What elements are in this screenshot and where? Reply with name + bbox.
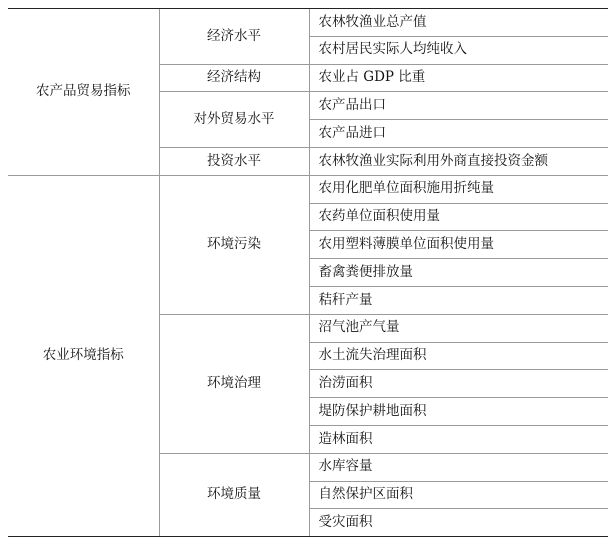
indicator-item: 农林牧渔业总产值 [309, 9, 608, 37]
indicator-item: 畜禽粪便排放量 [309, 259, 608, 287]
indicator-item: 水库容量 [309, 453, 608, 481]
indicator-item: 农村居民实际人均纯收入 [309, 36, 608, 64]
section-label-trade: 农产品贸易指标 [8, 9, 159, 176]
indicator-item: 农产品进口 [309, 120, 608, 148]
indicator-item: 农林牧渔业实际利用外商直接投资金额 [309, 147, 608, 175]
group-label-economic-level: 经济水平 [159, 9, 309, 65]
indicator-item: 造林面积 [309, 425, 608, 453]
group-label-foreign-trade: 对外贸易水平 [159, 92, 309, 148]
group-label-quality: 环境质量 [159, 453, 309, 536]
indicator-item: 秸秆产量 [309, 286, 608, 314]
group-label-economic-structure: 经济结构 [159, 64, 309, 92]
table-row [8, 9, 608, 37]
indicator-item: 农用化肥单位面积施用折纯量 [309, 175, 608, 203]
indicator-item: 堤防保护耕地面积 [309, 398, 608, 426]
indicator-item: 农产品出口 [309, 92, 608, 120]
group-label-pollution: 环境污染 [159, 175, 309, 314]
section-label-environment: 农业环境指标 [8, 175, 159, 536]
group-label-governance: 环境治理 [159, 314, 309, 453]
indicator-table [8, 8, 608, 537]
indicator-item: 受灾面积 [309, 509, 608, 537]
indicator-item: 治涝面积 [309, 370, 608, 398]
group-label-investment-level: 投资水平 [159, 147, 309, 175]
indicator-item: 自然保护区面积 [309, 481, 608, 509]
indicator-item: 农药单位面积使用量 [309, 203, 608, 231]
indicator-item: 农用塑料薄膜单位面积使用量 [309, 231, 608, 259]
indicator-item: 沼气池产气量 [309, 314, 608, 342]
indicator-item: 水土流失治理面积 [309, 342, 608, 370]
table-row [8, 175, 608, 203]
indicator-table-container [8, 8, 608, 537]
indicator-item: 农业占 GDP 比重 [309, 64, 608, 92]
